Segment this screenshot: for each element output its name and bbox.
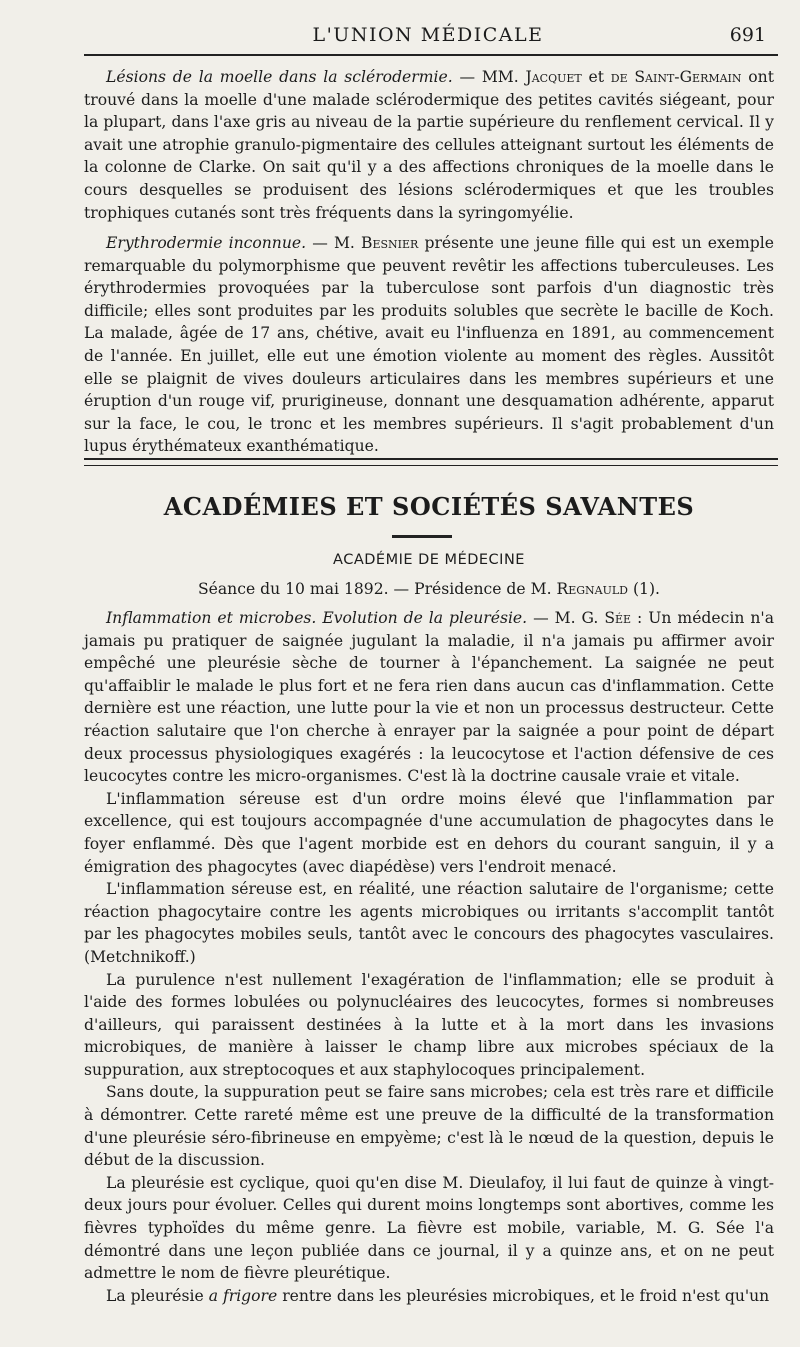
section-divider <box>84 458 778 466</box>
paragraph-cyclic-pleurisy: La pleurésie est cyclique, quoi qu'en dise M. Dieulafoy, il lui faut de quinze à vingt-deux jours pour évoluer. Celles qui durent moins longtemps sont abortives, comme les fièvres typhoïdes du même genre. La fièvre est mobile, variable, M. G. Sée l'a démontré dans une leçon publiée dans ce journal, il y a quinze ans, et on ne peut admettre le nom de fièvre pleurétique. <box>84 1173 774 1283</box>
author-name: Besnier <box>361 234 419 252</box>
article-block-academie <box>84 607 774 1307</box>
article-block-erythrodermie <box>84 232 774 458</box>
paragraph-suppuration: Sans doute, la suppuration peut se faire sans microbes; cela est très rare et difficile à démontrer. Cette rareté même est une preuve de la difficulté de la transformation d'une pleurésie séro-fibrineuse en empyème; c'est là le nœud de la question, depuis le début de la discussion. <box>84 1083 774 1170</box>
paragraph-sclerodermie: Lésions de la moelle dans la sclérodermie. — MM. Jacquet et de Saint-Germain ont trouvé dans la moelle d'une malade sclérodermique des petites cavités siégeant, pour la plupart, dans l'axe gris au niveau de la partie supérieure du renflement cervical. Il y avait une atrophie granulo-pigmentaire des cellules atteignant surtout les éléments de la colonne de Clarke. On sait qu'il y a des affections chroniques de la moelle dans le cours desquelles se produisent des lésions sclérodermiques et que les troubles trophiques cutanés sont très fréquents dans la syringomyélie. <box>84 68 774 222</box>
subsection-title: ACADÉMIE DE MÉDECINE <box>333 552 525 568</box>
paragraph-title: Inflammation et microbes. Evolution de la pleurésie. <box>106 609 528 627</box>
paragraph-inflammation: Inflammation et microbes. Evolution de la pleurésie. — M. G. Sée : Un médecin n'a jamais pu pratiquer de saignée jugulant la maladie, il n'a jamais pu affirmer avoir empêché une pleurésie sèche de tourner à l'épanchement. La saignée ne peut qu'affaiblir le malade le plus fort et ne fera rien dans aucun cas d'inflammation. Cette dernière est une réaction, une lutte pour la vie et non un processus destructeur. Cette réaction salutaire que l'on cherche à enrayer par la saignée a pour point de départ deux processus physiologiques exagérés : la leucocytose et l'action défensive de ces leucocytes contre les micro-organismes. C'est là la doctrine causale vraie et vitale. <box>84 609 774 786</box>
author-name: de Saint-Germain <box>610 68 742 86</box>
page-number: 691 <box>729 24 766 46</box>
paragraph-title: Erythrodermie inconnue. <box>106 234 307 252</box>
president-name: Regnauld <box>556 580 629 598</box>
author-name: Jacquet <box>525 68 582 86</box>
paragraph-purulence: La purulence n'est nullement l'exagération de l'inflammation; elle se produit à l'aide des formes lobulées ou polynucléaires des leucocytes, formes si nombreuses d'ailleurs, qui paraissent destinées à la lutte et à la mort dans les invasions microbiques, de manière à laisser le champ libre aux microbes spéciaux de la suppuration, aux streptocoques et aux staphylocoques principalement. <box>84 970 774 1079</box>
paragraph-title: Lésions de la moelle dans la sclérodermie. <box>106 68 453 86</box>
author-name: Sée <box>604 609 632 627</box>
title-underline <box>392 535 452 538</box>
paragraph-phagocytic-reaction: L'inflammation séreuse est, en réalité, une réaction salutaire de l'organisme; cette réaction phagocytaire contre les agents microbiques ou irritants s'accomplit tantôt par les phagocytes mobiles seuls, tantôt avec le concours des phagocytes vasculaires. (Metchnikoff.) <box>84 880 774 966</box>
running-header <box>84 18 772 52</box>
paragraph-erythrodermie: Erythrodermie inconnue. — M. Besnier présente une jeune fille qui est un exemple remarquable du polymorphisme que peuvent revêtir les affections tuberculeuses. Les érythrodermies provoquées par la tuberculose sont parfois d'un diagnostic très difficile; elles sont produites par les produits solubles que secrète le bacille de Koch. La malade, âgée de 17 ans, chétive, avait eu l'influenza en 1891, au commencement de l'année. En juillet, elle eut une émotion violente au moment des règles. Aussitôt elle se plaignit de vives douleurs articulaires dans les membres supérieurs et une éruption d'un rouge vif, prurigineuse, donnant une desquamation adhérente, apparut sur la face, le cou, le tronc et les membres supérieurs. Il s'agit probablement d'un lupus érythémateux exanthématique. <box>84 234 775 456</box>
paragraph-serous-inflammation: L'inflammation séreuse est d'un ordre moins élevé que l'inflammation par excellence, qui est toujours accompagnée d'une accumulation de phagocytes dans le foyer enflammé. Dès que l'agent morbide est en dehors du courant sanguin, il y a émigration des phagocytes (avec diapédèse) vers l'endroit menacé. <box>84 789 774 876</box>
paragraph-a-frigore: La pleurésie a frigore rentre dans les pleurésies microbiques, et le froid n'est qu'un <box>106 1286 770 1305</box>
section-title: ACADÉMIES ET SOCIÉTÉS SAVANTES <box>163 492 695 521</box>
article-block-top <box>84 66 774 224</box>
journal-title: L'UNION MÉDICALE <box>312 24 544 46</box>
seance-line: Séance du 10 mai 1892. — Présidence de M. Regnauld (1). <box>197 580 661 598</box>
header-rule <box>84 54 778 56</box>
